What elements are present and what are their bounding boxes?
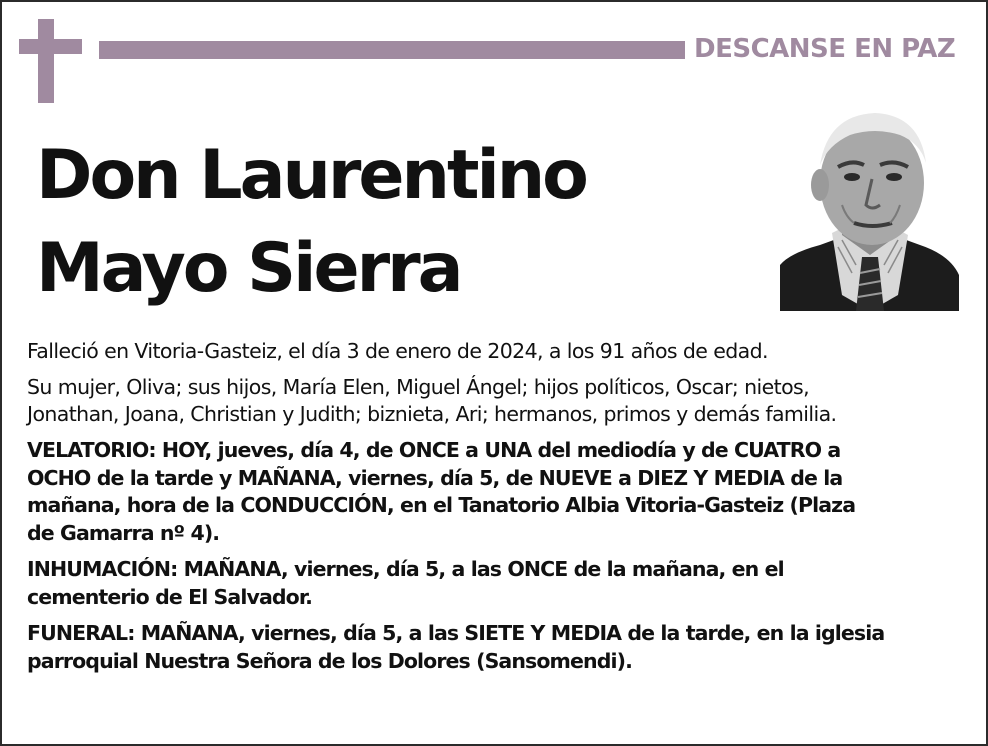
funeral-paragraph xyxy=(27,620,967,675)
header-label: DESCANSE EN PAZ xyxy=(694,34,956,64)
deceased-portrait-photo xyxy=(780,105,959,311)
family-paragraph xyxy=(27,374,967,428)
header-divider-bar xyxy=(99,41,685,59)
cross-vertical-bar xyxy=(38,19,54,103)
death-paragraph xyxy=(27,338,967,365)
deceased-name-line-2: Mayo Sierra xyxy=(36,229,461,308)
death-line: Falleció en Vitoria-Gasteiz, el día 3 de enero de 2024, a los 91 años de edad. xyxy=(27,339,768,363)
family-line: Su mujer, Oliva; sus hijos, María Elen, Miguel Ángel; hijos políticos, Oscar; nietos, xyxy=(27,375,810,399)
burial-line: cementerio de El Salvador. xyxy=(27,584,313,609)
cross-horizontal-bar xyxy=(19,39,82,54)
burial-line: INHUMACIÓN: MAÑANA, viernes, día 5, a las ONCE de la mañana, en el xyxy=(27,557,784,581)
deceased-name-line-1: Don Laurentino xyxy=(36,136,586,215)
obituary-body xyxy=(27,338,967,684)
family-line: Jonathan, Joana, Christian y Judith; biznieta, Ari; hermanos, primos y demás familia. xyxy=(27,402,837,426)
wake-line: VELATORIO: HOY, jueves, día 4, de ONCE a UNA del mediodía y de CUATRO a xyxy=(27,438,841,462)
wake-paragraph xyxy=(27,437,967,547)
wake-line: mañana, hora de la CONDUCCIÓN, en el Tanatorio Albia Vitoria-Gasteiz (Plaza xyxy=(27,493,856,517)
funeral-line: parroquial Nuestra Señora de los Dolores (Sansomendi). xyxy=(27,648,632,673)
burial-paragraph xyxy=(27,556,967,611)
wake-line: de Gamarra nº 4). xyxy=(27,520,220,545)
wake-line: OCHO de la tarde y MAÑANA, viernes, día 5, de NUEVE a DIEZ Y MEDIA de la xyxy=(27,465,843,490)
funeral-line: FUNERAL: MAÑANA, viernes, día 5, a las SIETE Y MEDIA de la tarde, en la iglesia xyxy=(27,621,885,645)
